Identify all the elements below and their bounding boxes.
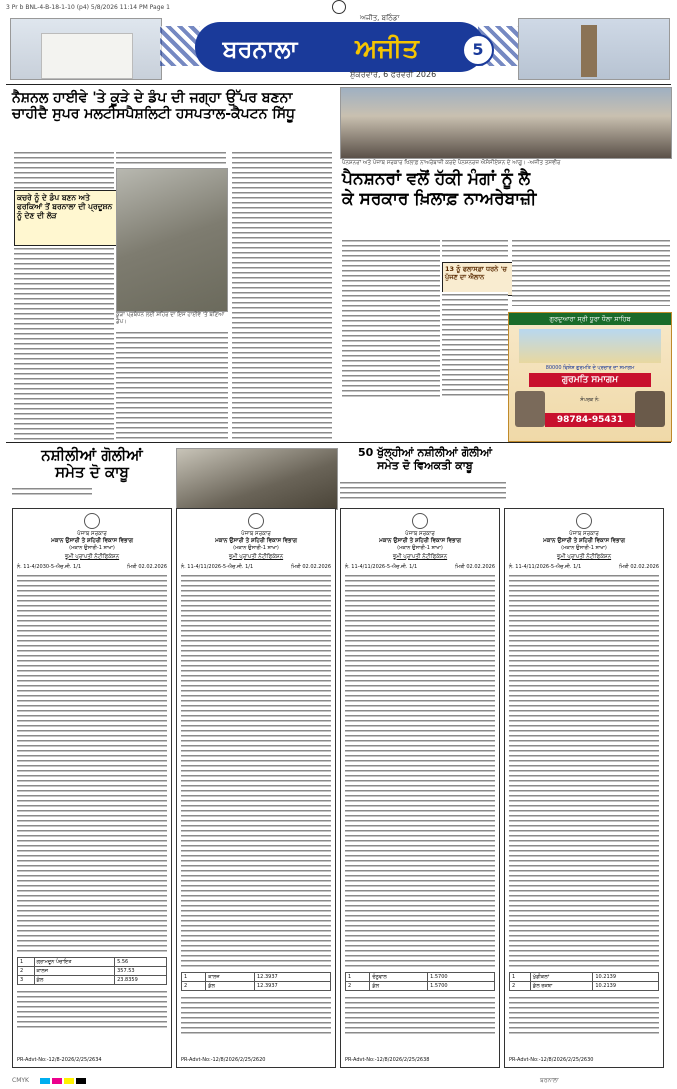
row-no: 2 bbox=[346, 982, 370, 991]
story2-highlight-box bbox=[442, 262, 514, 296]
row-area: 5.56 bbox=[115, 958, 167, 967]
notice-office: (ਮਕਾਨ ਉਸਾਰੀ-1 ਸ਼ਾਖਾ) bbox=[233, 545, 279, 551]
story1-caption: ਕੂੜਾ ਪ੍ਰਬੰਧਨ ਲਈ ਸ਼ਹਿਰ ਦਾ ਇਸ ਹਾਈਵੇ 'ਤੇ ਬਣਿਆ ਡੰਪ। bbox=[116, 312, 225, 325]
row-name: ਚੰਨੂਵਾਲ bbox=[370, 973, 428, 982]
notice-ref: ਨੰ. 11-4/11/2026-5-ਐਚ.ਜੀ. 1/1 bbox=[509, 564, 582, 570]
story3-headline-line2: ਸਮੇਤ ਦੋ ਕਾਬੂ bbox=[55, 463, 129, 482]
garbage-dump-photo bbox=[116, 168, 228, 312]
table-row bbox=[346, 973, 495, 982]
row-name: ਕਾਲਜ bbox=[206, 973, 255, 982]
row-no: 2 bbox=[18, 967, 35, 976]
story3-body-a bbox=[12, 486, 92, 496]
table-row bbox=[346, 982, 495, 991]
story1-headline bbox=[12, 90, 337, 122]
header-divider bbox=[6, 84, 671, 85]
decor-pattern-left-icon bbox=[160, 26, 200, 66]
police-arrest-photo bbox=[176, 448, 338, 510]
saint-photo-left bbox=[515, 391, 545, 427]
notice-body bbox=[17, 573, 167, 953]
paper-title: ਅਜੀਤ bbox=[355, 34, 419, 64]
bottom-left-label: CMYK bbox=[12, 1077, 29, 1084]
gate-photo bbox=[10, 18, 162, 80]
govt-emblem-icon bbox=[84, 513, 100, 529]
row-no: 3 bbox=[18, 976, 35, 985]
row-no: 2 bbox=[182, 982, 206, 991]
notice-table bbox=[17, 957, 167, 985]
story2-text-col3 bbox=[512, 238, 670, 306]
section-title: ਬਰਨਾਲਾ bbox=[222, 35, 298, 63]
story2-headline-line2: ਕੇ ਸਰਕਾਰ ਖ਼ਿਲਾਫ਼ ਨਾਅਰੇਬਾਜ਼ੀ bbox=[342, 188, 537, 209]
registration-mark-icon bbox=[332, 0, 346, 14]
table-row bbox=[18, 967, 167, 976]
notice-table bbox=[509, 972, 659, 991]
samagam-title: ਗੁਰਦੁਆਰਾ ਸ੍ਰੀ ਧੂਰਾ ਧੌਲਾ ਸਾਹਿਬ bbox=[509, 313, 671, 325]
story1-text-col2-top bbox=[116, 150, 226, 166]
story4-headline bbox=[340, 447, 510, 472]
samagam-banner-image bbox=[519, 329, 661, 363]
story2-headline bbox=[342, 170, 670, 209]
table-row bbox=[18, 958, 167, 967]
govt-notice bbox=[504, 508, 664, 1068]
row-name: ਖੁੱਡੀਕਲਾਂ bbox=[530, 973, 592, 982]
notice-body bbox=[345, 573, 495, 968]
page-number: 5 bbox=[462, 34, 494, 66]
samagam-advertisement bbox=[508, 312, 672, 442]
notice-govt: ਪੰਜਾਬ ਸਰਕਾਰ bbox=[569, 531, 599, 537]
notice-title: ਭੂਮੀ ਪ੍ਰਾਪਤੀ ਨੋਟੀਫਿਕੇਸ਼ਨ bbox=[392, 554, 448, 560]
story2-headline-line1: ਪੈਨਸ਼ਨਰਾਂ ਵਲੋਂ ਹੱਕੀ ਮੰਗਾਂ ਨੂੰ ਲੈ bbox=[342, 169, 531, 189]
row-area: 23.8359 bbox=[115, 976, 167, 985]
saint-photo-right bbox=[635, 391, 665, 427]
print-info-strip: 3 Pr b BNL-4-B-18-1-10 (p4) 5/8/2026 11:14 PM Page 1 bbox=[6, 4, 170, 11]
notice-table bbox=[345, 972, 495, 991]
notice-ref: ਨੰ. 11-4/2030-5-ਐਚ.ਜੀ. 1/1 bbox=[17, 564, 82, 570]
row-name: ਕੁੱਲ bbox=[34, 976, 115, 985]
govt-notice bbox=[340, 508, 500, 1068]
table-row bbox=[18, 976, 167, 985]
mid-divider bbox=[6, 442, 671, 443]
notice-ref: ਨੰ. 11-4/11/2026-5-ਐਚ.ਜੀ. 1/1 bbox=[345, 564, 418, 570]
story2-text-col2 bbox=[442, 292, 508, 398]
notice-body-end bbox=[345, 995, 495, 1035]
table-row bbox=[510, 973, 659, 982]
row-name: ਕੁੱਲ bbox=[370, 982, 428, 991]
story1-pullquote: ਕਚਰੇ ਨੂੰ ਦੇ ਡੰਪ ਬਣਨ ਅਤੇ ਫਰਕਿਆਂ ਤੋਂ ਬਰਨਾਲਾ ਦੀ ਪ੍ਰਦੂਸ਼ਨ ਨੂੰ ਦੇਣ ਦੀ ਲੋੜ bbox=[17, 193, 113, 220]
samagam-contact-label: ਸੰਪਰਕ ਨੰ: bbox=[580, 397, 600, 403]
row-no: 2 bbox=[510, 982, 531, 991]
notice-govt: ਪੰਜਾਬ ਸਰਕਾਰ bbox=[241, 531, 271, 537]
bottom-right-label: ਬਰਨਾਲਾ bbox=[540, 1077, 559, 1084]
notice-footer: PR-Advt-No:-12/8/2026/2/25/2638 bbox=[345, 1057, 430, 1063]
govt-emblem-icon bbox=[248, 513, 264, 529]
notice-title: ਭੂਮੀ ਪ੍ਰਾਪਤੀ ਨੋਟੀਫਿਕੇਸ਼ਨ bbox=[556, 554, 612, 560]
notice-dept: ਮਕਾਨ ਉਸਾਰੀ ਤੇ ਸ਼ਹਿਰੀ ਵਿਕਾਸ ਵਿਭਾਗ bbox=[379, 538, 461, 544]
bottom-bar bbox=[0, 1074, 677, 1089]
samagam-event: ਗੁਰਮਤਿ ਸਮਾਗਮ bbox=[529, 373, 651, 387]
row-no: 1 bbox=[346, 973, 370, 982]
story2-photo-caption: ਪੈਨਸ਼ਨਰਾਂ ਅਤੇ ਪੰਜਾਬ ਸਰਕਾਰ ਖਿਲਾਫ਼ ਨਾਅਰੇਬਾਜ਼ੀ ਕਰਦੇ ਪੈਨਸ਼ਨਰਜ਼ ਐਸੋਸੀਏਸ਼ਨ ਦੇ ਆਗੂ। -ਅਜੀਤ ਤਸਵੀਰ bbox=[342, 160, 561, 166]
row-no: 1 bbox=[18, 958, 35, 967]
story4-headline-line2: ਸਮੇਤ ਦੋ ਵਿਅਕਤੀ ਕਾਬੂ bbox=[377, 458, 473, 472]
notice-footer: PR-Advt-No:-12/8/2026/2/25/2630 bbox=[509, 1057, 594, 1063]
clock-tower-photo bbox=[518, 18, 670, 80]
notice-ref-date: ਮਿਤੀ 02.02.2026 bbox=[619, 564, 659, 570]
notice-ref-date: ਮਿਤੀ 02.02.2026 bbox=[291, 564, 331, 570]
story1-text-col1-top bbox=[14, 150, 114, 190]
notice-office: (ਮਕਾਨ ਉਸਾਰੀ-1 ਸ਼ਾਖਾ) bbox=[397, 545, 443, 551]
story1-pullquote-box bbox=[14, 190, 118, 246]
story1-text-col1 bbox=[14, 246, 114, 442]
pensioners-protest-photo bbox=[340, 87, 672, 159]
notice-title: ਭੂਮੀ ਪ੍ਰਾਪਤੀ ਨੋਟੀਫਿਕੇਸ਼ਨ bbox=[64, 554, 120, 560]
table-row bbox=[510, 982, 659, 991]
story1-text-col3 bbox=[232, 150, 332, 440]
notice-table bbox=[181, 972, 331, 991]
row-area: 12.3937 bbox=[255, 973, 331, 982]
story3-headline-line1: ਨਸ਼ੀਲੀਆਂ ਗੋਲੀਆਂ bbox=[41, 446, 143, 464]
row-name: ਕੁੱਲ ਰਕਬਾ bbox=[530, 982, 592, 991]
row-area: 10.2139 bbox=[593, 982, 659, 991]
notice-body bbox=[509, 573, 659, 968]
row-area: 12.3937 bbox=[255, 982, 331, 991]
table-row bbox=[182, 973, 331, 982]
notice-title: ਭੂਮੀ ਪ੍ਰਾਪਤੀ ਨੋਟੀਫਿਕੇਸ਼ਨ bbox=[228, 554, 284, 560]
notice-govt: ਪੰਜਾਬ ਸਰਕਾਰ bbox=[405, 531, 435, 537]
story1-headline-line1: ਨੈਸ਼ਨਲ ਹਾਈਵੇ 'ਤੇ ਕੂੜੇ ਦੇ ਡੰਪ ਦੀ ਜਗ੍ਹਾ ਉੱਪਰ ਬਣਨਾ bbox=[12, 90, 293, 106]
notice-ref: ਨੰ. 11-4/11/2026-5-ਐਚ.ਜੀ. 1/1 bbox=[181, 564, 254, 570]
story2-text-col2-top bbox=[442, 238, 508, 260]
row-no: 1 bbox=[182, 973, 206, 982]
story3-headline bbox=[12, 447, 172, 482]
govt-notice bbox=[12, 508, 172, 1068]
notice-dept: ਮਕਾਨ ਉਸਾਰੀ ਤੇ ਸ਼ਹਿਰੀ ਵਿਕਾਸ ਵਿਭਾਗ bbox=[543, 538, 625, 544]
row-area: 10.2139 bbox=[593, 973, 659, 982]
samagam-contact-number: 98784-95431 bbox=[545, 413, 635, 427]
story4-text bbox=[340, 480, 506, 500]
story1-headline-line2: ਚਾਹੀਦੈ ਸੁਪਰ ਮਲਟੀਸਪੈਸ਼ਲਿਟੀ ਹਸਪਤਾਲ-ਕੈਪਟਨ ਸਿੱਧੂ bbox=[12, 106, 295, 123]
govt-notice bbox=[176, 508, 336, 1068]
notice-footer: PR-Advt-No:-12/8-2026/2/25/2634 bbox=[17, 1057, 102, 1063]
notice-ref-date: ਮਿਤੀ 02.02.2026 bbox=[455, 564, 495, 570]
issue-date: ਸ਼ੁੱਕਰਵਾਰ, 6 ਫਰਵਰੀ 2026 bbox=[350, 70, 437, 79]
row-no: 1 bbox=[510, 973, 531, 982]
notice-body-end bbox=[509, 995, 659, 1035]
notice-body-end bbox=[181, 995, 331, 1035]
notice-office: (ਮਕਾਨ ਉਸਾਰੀ-1 ਸ਼ਾਖਾ) bbox=[561, 545, 607, 551]
notice-body-end bbox=[17, 989, 167, 1029]
story2-highlight: 13 ਨੂੰ ਫਲਾਸਫ਼ਾ ਧਰਨੇ 'ਚ ਪੁੱਜਣ ਦਾ ਐਲਾਨ bbox=[445, 265, 507, 281]
color-bar-icon bbox=[40, 1078, 88, 1086]
row-name: ਕੁੱਲ bbox=[206, 982, 255, 991]
notices-area bbox=[12, 508, 665, 1070]
notice-dept: ਮਕਾਨ ਉਸਾਰੀ ਤੇ ਸ਼ਹਿਰੀ ਵਿਕਾਸ ਵਿਭਾਗ bbox=[51, 538, 133, 544]
notice-dept: ਮਕਾਨ ਉਸਾਰੀ ਤੇ ਸ਼ਹਿਰੀ ਵਿਕਾਸ ਵਿਭਾਗ bbox=[215, 538, 297, 544]
row-area: 1.5700 bbox=[428, 982, 495, 991]
notice-office: (ਮਕਾਨ ਉਸਾਰੀ-1 ਸ਼ਾਖਾ) bbox=[69, 545, 115, 551]
row-area: 1.5700 bbox=[428, 973, 495, 982]
paper-tag: ਅਜੀਤ, ਬਠਿੰਡਾ bbox=[360, 14, 400, 22]
row-name: ਗ੍ਰਾਮਦੂਨ ਪੰਚਾਇਤ bbox=[34, 958, 115, 967]
row-area: 357.53 bbox=[115, 967, 167, 976]
story4-headline-line1: 50 ਖੁੱਲ੍ਹੀਆਂ ਨਸ਼ੀਲੀਆਂ ਗੋਲੀਆਂ bbox=[358, 446, 492, 459]
samagam-subtitle: 80000 ਵਿਸ਼ੇਸ਼ ਗੁਰਮਤਿ ਦੇ ਪ੍ਰਚਾਰ ਦਾ ਸਮਾਗਮ bbox=[545, 365, 635, 371]
notice-ref-date: ਮਿਤੀ 02.02.2026 bbox=[127, 564, 167, 570]
story2-text-col1 bbox=[342, 238, 440, 398]
notice-footer: PR-Advt-No:-12/8/2026/2/25/2620 bbox=[181, 1057, 266, 1063]
notice-govt: ਪੰਜਾਬ ਸਰਕਾਰ bbox=[77, 531, 107, 537]
govt-emblem-icon bbox=[412, 513, 428, 529]
table-row bbox=[182, 982, 331, 991]
story1-text-col2 bbox=[116, 330, 228, 440]
notice-body bbox=[181, 573, 331, 968]
row-name: ਕਾਲਜ bbox=[34, 967, 115, 976]
govt-emblem-icon bbox=[576, 513, 592, 529]
